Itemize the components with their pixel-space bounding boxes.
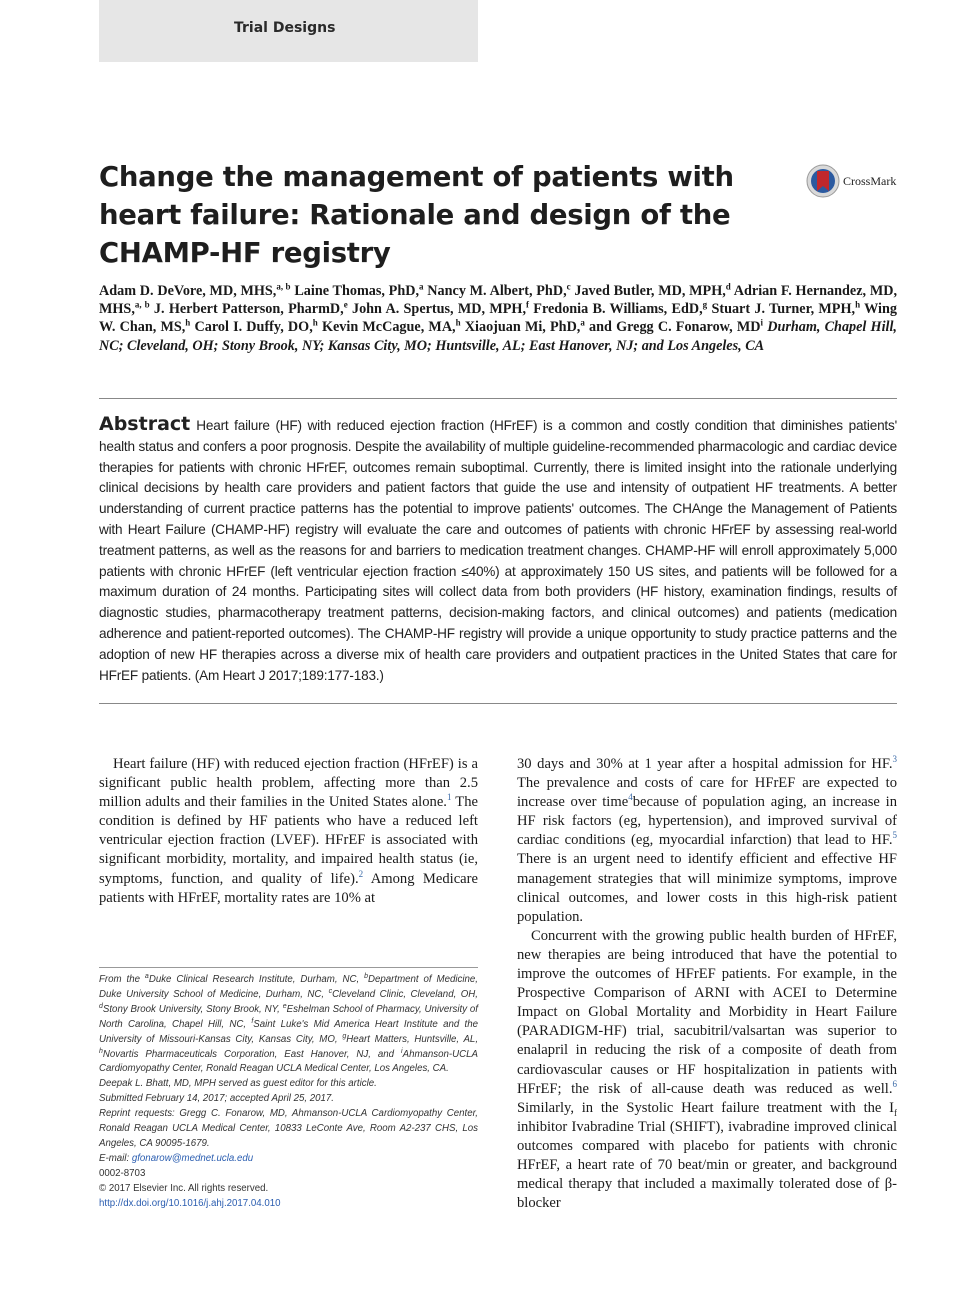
citation-link[interactable]: 3 — [892, 754, 897, 765]
crossmark-icon — [806, 164, 840, 198]
copyright: © 2017 Elsevier Inc. All rights reserved. — [99, 1182, 269, 1194]
abstract-top-rule — [99, 398, 897, 399]
issn: 0002-8703 — [99, 1167, 146, 1179]
citation-link[interactable]: 1 — [446, 792, 452, 803]
submission-dates: Submitted February 14, 2017; accepted April 25, 2017. — [99, 1093, 334, 1105]
section-header — [99, 0, 478, 62]
section-label: Trial Designs — [234, 20, 336, 36]
body-paragraph: 30 days and 30% at 1 year after a hospital admission for HF.$^3$ The prevalence and costs of care for HFrEF are expected to increase over time$^4$because of population aging, an increase in HF risk factors (eg, hypertension), and improved survival of cardiac conditions (eg, myocardial infarction) that lead to HF.$^5$ There is an urgent need to identify efficient and effective HF management strategies that will minimize symptoms, improve clinical outcomes, and lower costs in this high-risk patient population. — [517, 754, 897, 925]
abstract-bottom-rule — [99, 703, 897, 704]
crossmark-label: CrossMark — [843, 173, 897, 188]
body-paragraph: Concurrent with the growing public health burden of HFrEF, new therapies are being introduced that have the potential to improve the outcomes of HFrEF patients. For example, in the Prospective Comparison of ARNI with ACEI to Determine Impact on Global Mortality and Morbidity in Heart Failure (PARADIGM-HF) trial, sacubitril/valsartan was superior to enalapril in reducing the risk of a composite of death from cardiovascular causes or HF hospitalization in patients with HFrEF; the risk of all-cause death was reduced as well.$^6$ Similarly, in the Systolic Heart failure treatment with the $I_f$ inhibitor Ivabradine Trial (SHIFT), ivabradine improved clinical outcomes compared with placebo for patients with chronic HFrEF, a heart rate of 70 beat/min or greater, and background medical therapy that included a maximally tolerated dose of β-blocker — [517, 927, 897, 1212]
citation-link[interactable]: 2 — [358, 868, 364, 879]
email-link[interactable]: gfonarow@mednet.ucla.edu — [131, 1152, 254, 1164]
abstract-text: Heart failure (HF) with reduced ejection fraction (HFrEF) is a common and costly condition that diminishes patients' health status and confers a poor prognosis. Despite the availability of multiple guideline-recommended pharmacologic and cardiac device therapies for patients with chronic HFrEF, outcomes remain suboptimal. Currently, there is limited insight into the rationale underlying clinical decisions by health care providers and patient factors that guide the use and intensity of outpatient HF treatments. A better understanding of current practice patterns has the potential to improve patients' outcomes. The CHAnge the Management of Patients with Heart Failure (CHAMP-HF) registry will evaluate the care and outcomes of patients with chronic HFrEF by assessing real-world treatment patterns, as well as the reasons for and barriers to medication treatment changes. CHAMP-HF will enroll approximately 5,000 patients with chronic HFrEF (left ventricular ejection fraction ≤40%) at approximately 150 US sites, and patients will be followed for a maximum duration of 24 months. Participating sites will collect data from both providers (HF history, examination findings, results of diagnostic studies, pharmacotherapy treatment patterns, decision-making factors, and clinical outcomes) and patients (medication adherence and patient-reported outcomes). The CHAMP-HF registry will provide a unique opportunity to study practice patterns and the adoption of new HF therapies across a diverse mix of health care providers and outpatient practices in the United States that care for HFrEF patients. (Am Heart J 2017;189:177-183.) — [99, 418, 897, 683]
citation-link[interactable]: 4 — [628, 792, 633, 803]
crossmark-badge[interactable] — [806, 164, 896, 198]
footnotes — [99, 973, 478, 1212]
body-column-left — [99, 755, 478, 908]
body-paragraph: Heart failure (HF) with reduced ejection fraction (HFrEF) is a significant public health problem, affecting more than 2.5 million adults and their families in the United States alone.$^1$ The condition is defined by HF patients who have a reduced left ventricular ejection fraction (LVEF). HFrEF is associated with significant morbidity, mortality, and impaired health status (ie, symptoms, function, and quality of life).$^2$ Among Medicare patients with HFrEF, mortality rates are 10% at — [99, 756, 478, 906]
doi-link[interactable]: http://dx.doi.org/10.1016/j.ahj.2017.04.010 — [99, 1197, 281, 1209]
affiliations: From the $^a$Duke Clinical Research Institute, Durham, NC, $^b$Department of Medicine, Duke University School of Medicine, Durham, NC, $^c$Cleveland Clinic, Cleveland, OH, $^d$Stony Brook University, Stony Brook, NY, $^e$Eshelman School of Pharmacy, University of North Carolina, Chapel Hill, NC, $^f$Saint Luke's Mid America Heart Institute and the University of Missouri-Kansas City, Kansas City, MO, $^g$Heart Matters, Huntsville, AL, $^h$Novartis Pharmaceuticals Corporation, East Hanover, NJ, and $^i$Ahmanson-UCLA Cardiomyopathy Center, Ronald Reagan UCLA Medical Center, Los Angeles, CA. — [99, 972, 479, 1075]
article-title: Change the management of patients with heart failure: Rationale and design of the CHAMP-HF registry — [99, 161, 734, 269]
body-column-right — [517, 755, 897, 1213]
citation-link[interactable]: 5 — [892, 830, 897, 841]
citation-link[interactable]: 6 — [892, 1078, 897, 1089]
abstract — [99, 414, 897, 686]
email-line: E-mail: gfonarow@mednet.ucla.edu — [99, 1152, 254, 1164]
abstract-heading: Abstract — [99, 413, 191, 435]
reprint-requests: Reprint requests: Gregg C. Fonarow, MD, Ahmanson-UCLA Cardiomyopathy Center, Ronald Reagan UCLA Medical Center, 10833 LeConte Ave, Room A2-237 CHS, Los Angeles, CA 90095-1679. — [99, 1108, 478, 1149]
footnote-rule — [99, 967, 478, 968]
guest-editor-note: Deepak L. Bhatt, MD, MPH served as guest editor for this article. — [99, 1078, 377, 1090]
author-locations: Durham, Chapel Hill, NC; Cleveland, OH; Stony Brook, NY; Kansas City, MO; Huntsville, AL; East Hanover, NJ; and Los Angeles, CA — [99, 319, 897, 354]
author-list: Adam D. DeVore, MD, MHS,$^{a, b}$ Laine Thomas, PhD,$^a$ Nancy M. Albert, PhD,$^c$ Javed Butler, MD, MPH,$^d$ Adrian F. Hernandez, MD, MHS,$^{a, b}$ J. Herbert Patterson, PharmD,$^e$ John A. Spertus, MD, MPH,$^f$ Fredonia B. Williams, EdD,$^g$ Stuart J. Turner, MPH,$^h$ Wing W. Chan, MS,$^h$ Carol I. Duffy, DO,$^h$ Kevin McCague, MA,$^h$ Xiaojuan Mi, PhD,$^a$ and Gregg C. Fonarow, $MD^i$ Durham, Chapel Hill, NC; Cleveland, OH; Stony Brook, NY; Kansas City, MO; Huntsville, AL; East Hanover, NJ; and Los Angeles, CA — [99, 281, 897, 354]
